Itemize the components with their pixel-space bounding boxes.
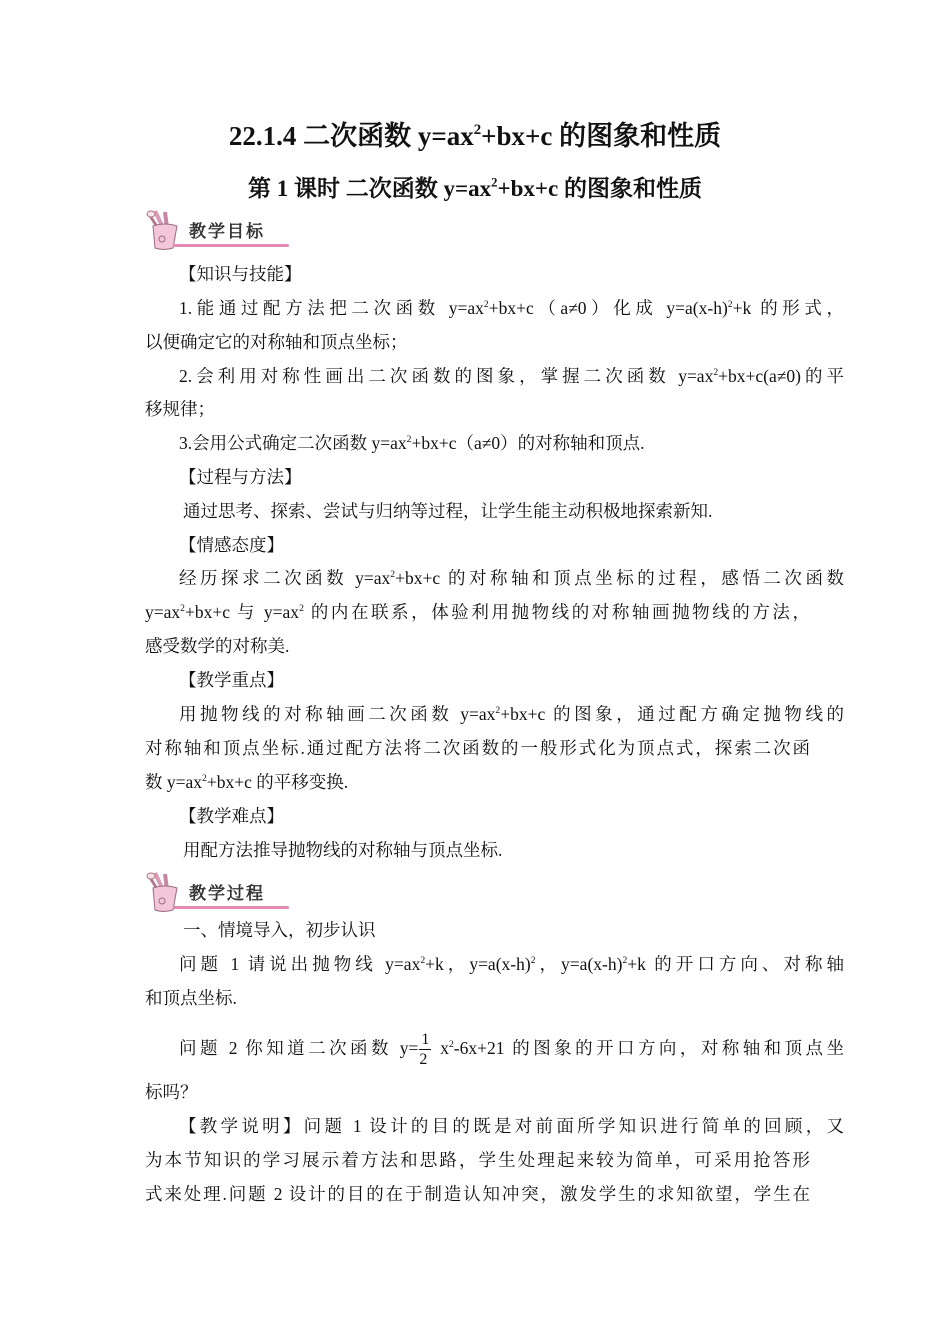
paragraph-line: 式来处理.问题 2 设计的目的在于制造认知冲突，激发学生的求知欲望，学生在 [145,1184,810,1204]
paragraph-line: 2.会利用对称性画出二次函数的图象，掌握二次函数 $y=ax^2+bx+c(a\ne 0)$的平 [179,366,844,386]
paragraph-line: 通过思考、探索、尝试与归纳等过程，让学生能主动积极地探索新知. [183,501,713,521]
page-title [0,114,950,153]
paragraph-line: 为本节知识的学习展示着方法和思路，学生处理起来较为简单，可采用抢答形 [145,1150,810,1170]
knowledge-heading: 【知识与技能】 [179,264,302,284]
section-banner-process [143,870,293,914]
paragraph-line: 数 $y=ax^2+bx+c$ 的平移变换. [145,772,349,792]
superscript: 2 [473,121,482,138]
paragraph-line: 问题 2 你知道二次函数 y= $\frac{1}{2}$ $x^2-6x+21$ 的图象的开口方向，对称轴和顶点坐 [179,1031,845,1068]
page-subtitle [0,170,950,203]
section-banner-goals [143,208,293,252]
paragraph-line: 和顶点坐标. [145,988,237,1008]
paragraph-line: 3.会用公式确定二次函数 $y=ax^2+bx+c(a\ne 0)$的对称轴和顶点. [179,433,645,453]
process-method-heading: 【过程与方法】 [179,467,302,487]
paragraph-line: 用抛物线的对称轴画二次函数 $y=ax^2+bx+c$ 的图象，通过配方确定抛物线的 [179,704,844,724]
banner-underline [173,906,289,909]
superscript: 2 [491,175,498,190]
banner-label: 教学过程 [189,884,265,904]
difficulty-heading: 【教学难点】 [179,806,284,826]
paragraph-line: 经历探求二次函数 $y=ax^2+bx+c$ 的对称轴和顶点坐标的过程，感悟二次函数 [179,568,844,588]
paragraph-line: $y=ax^2+bx+c$ 与 $y=ax^2$ 的内在联系，体验利用抛物线的对称轴画抛物线的方法， [145,602,810,622]
banner-underline [173,244,289,247]
subtitle-text: 第 1 课时 二次函数 y=ax [248,176,492,201]
focus-heading: 【教学重点】 [179,670,284,690]
paragraph-line: 感受数学的对称美. [145,636,290,656]
subtitle-text: +bx+c 的图象和性质 [497,176,702,201]
paragraph-line: 1.能通过配方法把二次函数 $y=ax^2+bx+c(a\ne 0)$化成 $y=a(x-h)^2+k$ 的形式， [179,298,844,318]
paragraph-line: 用配方法推导抛物线的对称轴与顶点坐标. [183,840,503,860]
fraction: $\frac{1}{2}$ [419,1031,430,1068]
paragraph-line: 【教学说明】问题 1 设计的目的既是对前面所学知识进行简单的回顾，又 [179,1116,844,1136]
paragraph-line: 对称轴和顶点坐标.通过配方法将二次函数的一般形式化为顶点式，探索二次函 [145,738,810,758]
paragraph-line: 以便确定它的对称轴和顶点坐标； [145,332,408,352]
paragraph-line: 标吗？ [145,1082,198,1102]
banner-label: 教学目标 [189,222,265,242]
paragraph-line: 问题 1 请说出抛物线 $y=ax^2+k$，$y=a(x-h)^2$，$y=a(x-h)^2+k$ 的开口方向、对称轴 [179,954,844,974]
title-text: 22.1.4 二次函数 y=ax [228,121,474,151]
paragraph-line: 移规律； [145,399,215,419]
emotion-heading: 【情感态度】 [179,535,284,555]
step-heading: 一、情境导入，初步认识 [183,920,376,940]
title-text: +bx+c 的图象和性质 [481,121,722,151]
